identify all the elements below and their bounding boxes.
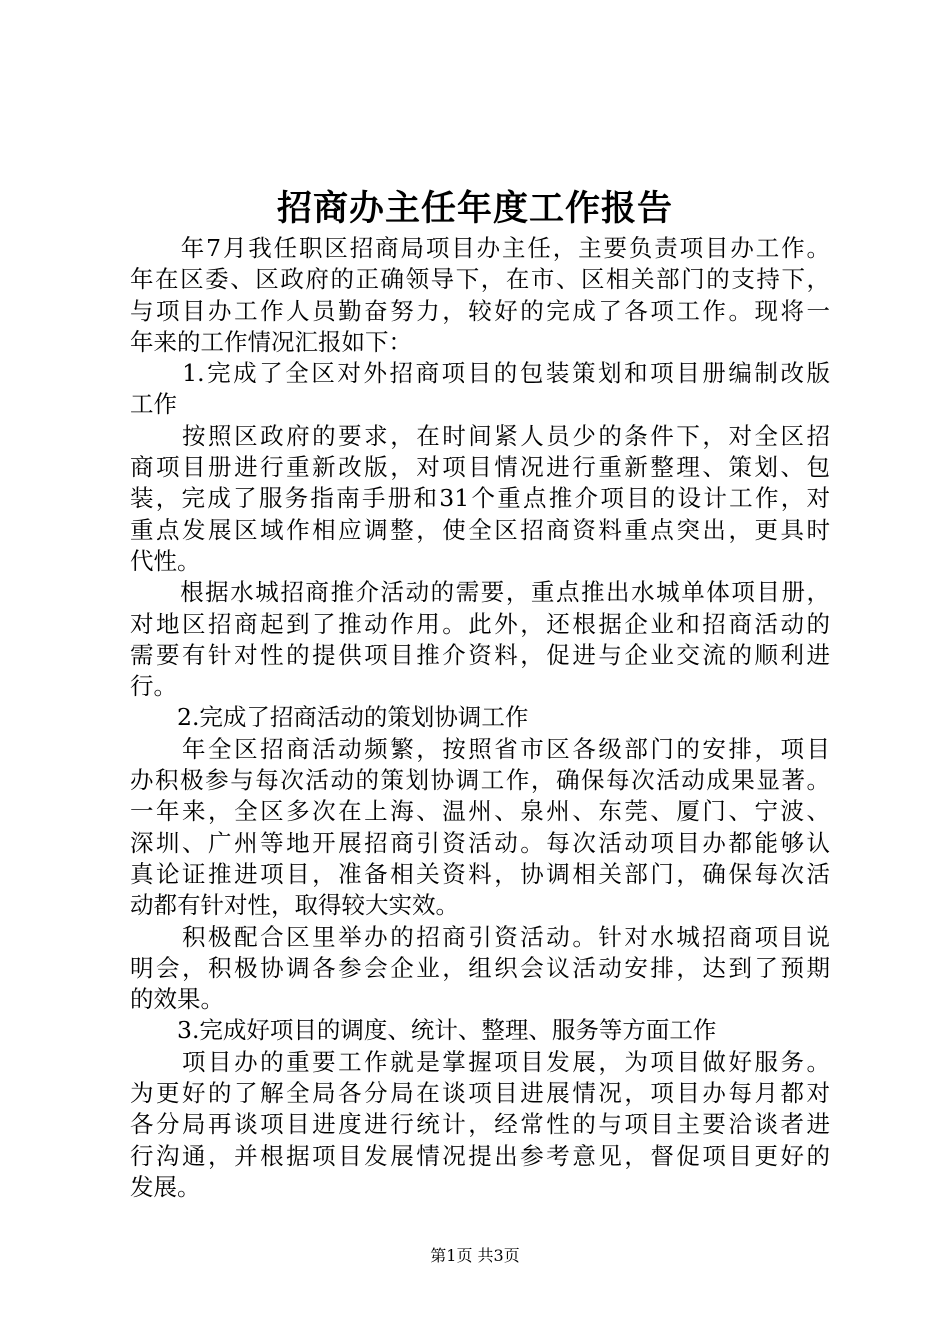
text-line: 积极配合区里举办的招商引资活动。针对水城招商项目说 bbox=[130, 922, 830, 951]
text-line: 2.完成了招商活动的策划协调工作 bbox=[130, 703, 529, 732]
text-line: 年来的工作情况汇报如下： bbox=[130, 327, 412, 356]
text-line: 明会，积极协调各参会企业，组织会议活动安排，达到了预期 bbox=[130, 953, 830, 982]
text-line: 年全区招商活动频繁，按照省市区各级部门的安排，项目 bbox=[130, 734, 830, 763]
text-line: 行。 bbox=[130, 672, 177, 701]
text-line: 装，完成了服务指南手册和31个重点推介项目的设计工作，对 bbox=[130, 484, 830, 513]
text-line: 年在区委、区政府的正确领导下，在市、区相关部门的支持下， bbox=[130, 265, 830, 294]
text-line: 为更好的了解全局各分局在谈项目进展情况，项目办每月都对 bbox=[130, 1079, 830, 1108]
text-line: 年7月我任职区招商局项目办主任，主要负责项目办工作。 bbox=[130, 234, 830, 262]
text-line: 各分局再谈项目进度进行统计，经常性的与项目主要洽谈者进 bbox=[130, 1110, 830, 1139]
text-line: 的效果。 bbox=[130, 985, 224, 1014]
text-line: 动都有针对性，取得较大实效。 bbox=[130, 891, 459, 920]
text-line: 按照区政府的要求，在时间紧人员少的条件下，对全区招 bbox=[130, 421, 830, 450]
document-body bbox=[130, 233, 830, 1203]
document-title: 招商办主任年度工作报告 bbox=[276, 188, 673, 229]
text-line: 商项目册进行重新改版，对项目情况进行重新整理、策划、包 bbox=[130, 453, 830, 482]
text-line: 工作 bbox=[130, 390, 177, 419]
page-footer: 第1页 共3页 bbox=[430, 1246, 520, 1265]
text-line: 对地区招商起到了推动作用。此外，还根据企业和招商活动的 bbox=[130, 609, 830, 638]
text-line: 3.完成好项目的调度、统计、整理、服务等方面工作 bbox=[130, 1016, 717, 1045]
text-line: 代性。 bbox=[130, 546, 201, 575]
text-line: 深圳、广州等地开展招商引资活动。每次活动项目办都能够认 bbox=[130, 828, 830, 857]
text-line: 办积极参与每次活动的策划协调工作，确保每次活动成果显著。 bbox=[130, 766, 830, 795]
text-line: 项目办的重要工作就是掌握项目发展，为项目做好服务。 bbox=[130, 1047, 830, 1076]
text-line: 发展。 bbox=[130, 1172, 201, 1201]
text-line: 根据水城招商推介活动的需要，重点推出水城单体项目册， bbox=[130, 578, 830, 607]
text-line: 真论证推进项目，准备相关资料，协调相关部门，确保每次活 bbox=[130, 859, 830, 888]
text-line: 一年来，全区多次在上海、温州、泉州、东莞、厦门、宁波、 bbox=[130, 797, 830, 826]
text-line: 与项目办工作人员勤奋努力，较好的完成了各项工作。现将一 bbox=[130, 296, 830, 325]
text-line: 需要有针对性的提供项目推介资料，促进与企业交流的顺利进 bbox=[130, 640, 830, 669]
text-line: 重点发展区域作相应调整，使全区招商资料重点突出，更具时 bbox=[130, 515, 830, 544]
text-line: 行沟通，并根据项目发展情况提出参考意见，督促项目更好的 bbox=[130, 1141, 830, 1170]
text-line: 1.完成了全区对外招商项目的包装策划和项目册编制改版 bbox=[130, 359, 830, 388]
